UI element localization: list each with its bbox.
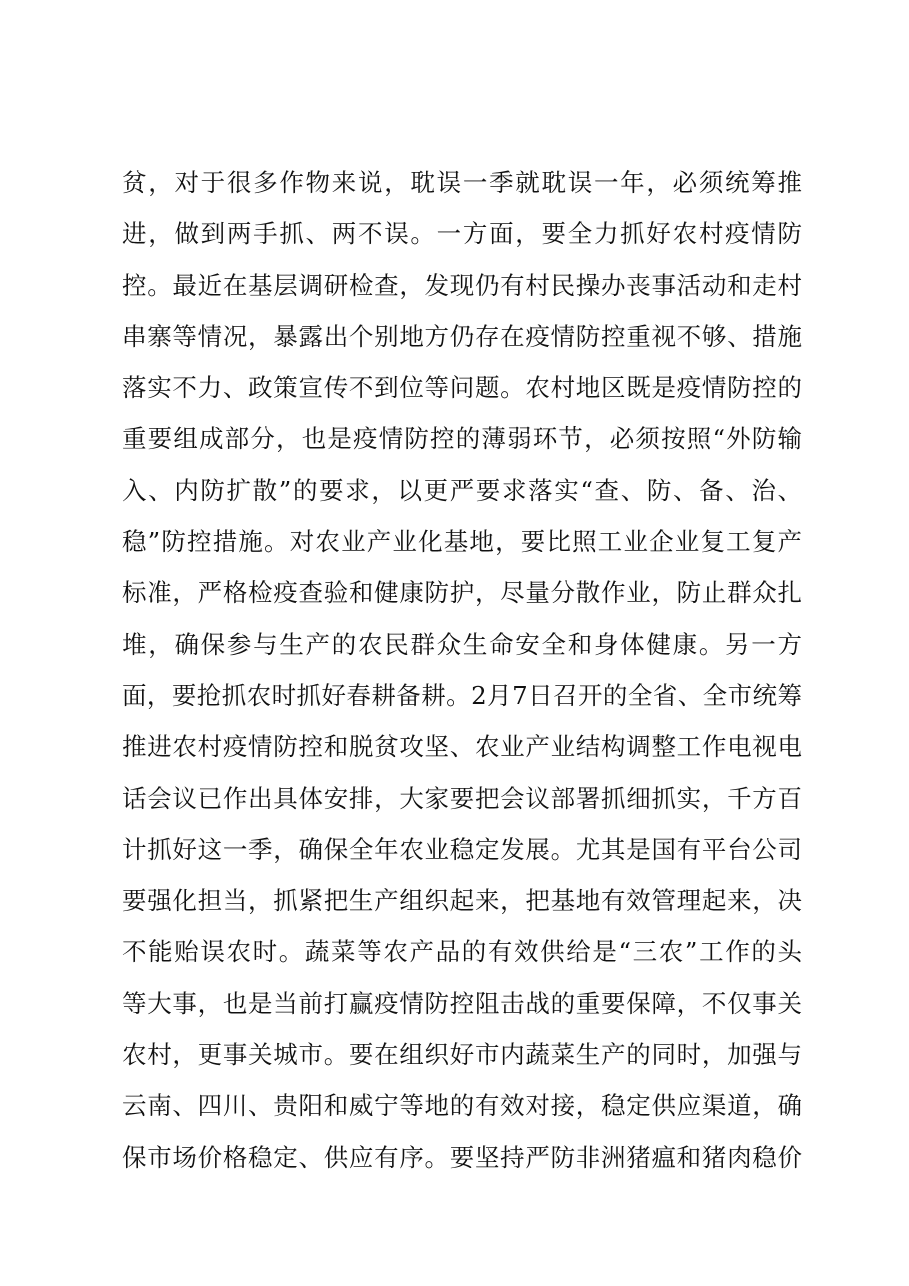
text-line-18: 农村，更事关城市。要在组织好市内蔬菜生产的同时，加强与 (122, 1040, 802, 1070)
text-line-16: 不能贻误农时。蔬菜等农产品的有效供给是“三农”工作的头 (122, 937, 802, 967)
body-text (122, 157, 802, 1183)
text-line-20: 保市场价格稳定、供应有序。要坚持严防非洲猪瘟和猪肉稳价 (122, 1142, 802, 1172)
text-line-9: 标准，严格检疫查验和健康防护，尽量分散作业，防止群众扎 (122, 578, 802, 608)
text-line-17: 等大事，也是当前打赢疫情防控阻击战的重要保障，不仅事关 (122, 988, 802, 1018)
text-line-1: 贫，对于很多作物来说，耽误一季就耽误一年，必须统筹推 (122, 168, 802, 197)
text-line-7: 入、内防扩散”的要求，以更严要求落实“查、防、备、治、 (122, 475, 802, 505)
text-line-14: 计抓好这一季，确保全年农业稳定发展。尤其是国有平台公司 (122, 834, 802, 864)
text-line-6: 重要组成部分，也是疫情防控的薄弱环节，必须按照“外防输 (122, 424, 802, 454)
text-line-4: 串寨等情况，暴露出个别地方仍存在疫情防控重视不够、措施 (122, 321, 802, 351)
text-line-2: 进，做到两手抓、两不误。一方面，要全力抓好农村疫情防 (122, 219, 802, 249)
text-line-5: 落实不力、政策宣传不到位等问题。农村地区既是疫情防控的 (122, 373, 802, 403)
text-line-8: 稳”防控措施。对农业产业化基地，要比照工业企业复工复产 (122, 527, 802, 557)
text-line-10: 堆，确保参与生产的农民群众生命安全和身体健康。另一方 (122, 629, 802, 659)
text-line-3: 控。最近在基层调研检查，发现仍有村民操办丧事活动和走村 (122, 270, 802, 300)
text-line-15: 要强化担当，抓紧把生产组织起来，把基地有效管理起来，决 (122, 886, 802, 916)
text-line-13: 话会议已作出具体安排，大家要把会议部署抓细抓实，千方百 (122, 783, 802, 813)
text-line-11: 面，要抢抓农时抓好春耕备耕。2月7日召开的全省、全市统筹 (122, 680, 802, 710)
text-line-12: 推进农村疫情防控和脱贫攻坚、农业产业结构调整工作电视电 (122, 732, 802, 762)
text-line-19: 云南、四川、贵阳和威宁等地的有效对接，稳定供应渠道，确 (122, 1091, 802, 1121)
